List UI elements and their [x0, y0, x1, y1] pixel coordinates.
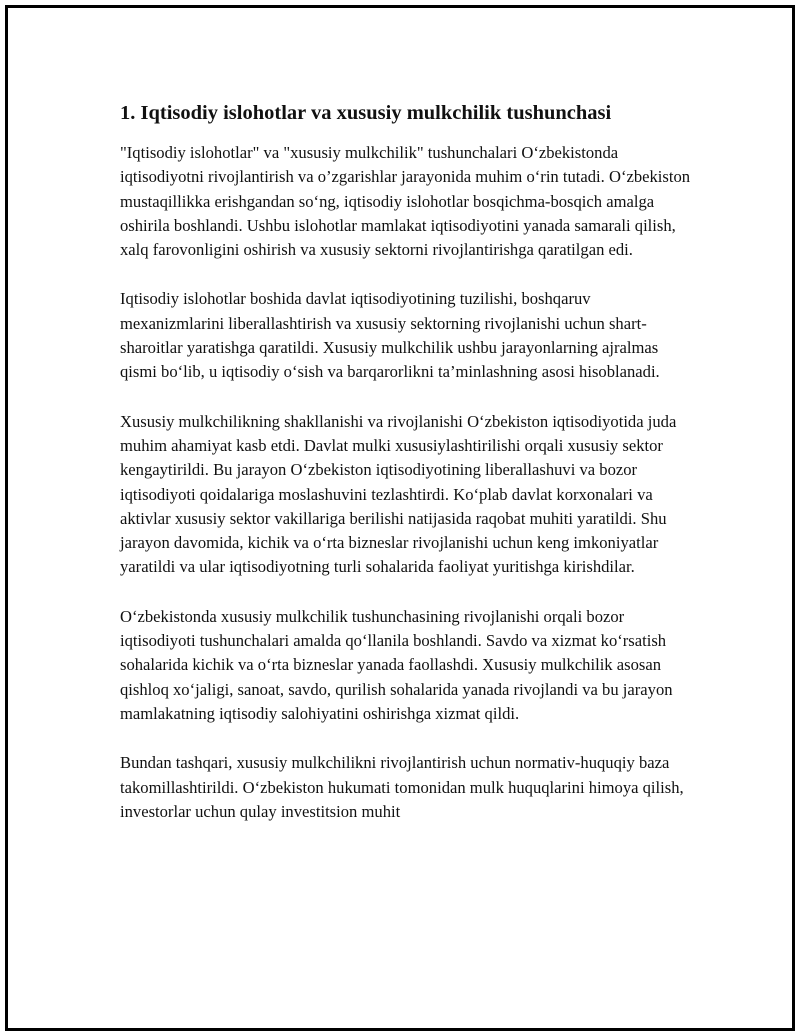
paragraph-5: Bundan tashqari, xususiy mulkchilikni rivojlantirish uchun normativ-huquqiy baza takomillashtirildi. O‘zbekiston hukumati tomonidan mulk huquqlarini himoya qilish, investorlar uchun qulay investitsion muhit	[120, 753, 684, 821]
paragraph-2: Iqtisodiy islohotlar boshida davlat iqtisodiyotining tuzilishi, boshqaruv mexanizmlarini liberallashtirish va xususiy sektorning rivojlanishi uchun shart-sharoitlar yaratishga qaratildi. Xususiy mulkchilik ushbu jarayonlarning ajralmas qismi bo‘lib, u iqtisodiy o‘sish va barqarorlikni ta’minlashning asosi hisoblanadi.	[120, 289, 660, 382]
document-page	[5, 5, 795, 1031]
paragraph-3: Xususiy mulkchilikning shakllanishi va rivojlanishi O‘zbekiston iqtisodiyotida juda muhim ahamiyat kasb etdi. Davlat mulki xususiylashtirilishi orqali xususiy sektor kengaytirildi. Bu jarayon O‘zbekiston iqtisodiyotining liberallashuvi va bozor iqtisodiyoti qoidalariga moslashuvini tezlashtirdi. Ko‘plab davlat korxonalari va aktivlar xususiy sektor vakillariga berilishi natijasida raqobat muhiti yaratildi. Shu jarayon davomida, kichik va o‘rta bizneslar rivojlanishi uchun keng imkoniyatlar yaratildi va ular iqtisodiyotning turli sohalarida faoliyat yuritishga kirishdilar.	[120, 411, 677, 577]
paragraph-1: "Iqtisodiy islohotlar" va "xususiy mulkchilik" tushunchalari O‘zbekistonda iqtisodiyotni rivojlantirish va o’zgarishlar jarayonida muhim o‘rin tutadi. O‘zbekiston mustaqillikka erishgandan so‘ng, iqtisodiy islohotlar bosqichma-bosqich amalga oshirila boshlandi. Ushbu islohotlar mamlakat iqtisodiyotini yanada samarali qilish, xalq farovonligini oshirish va xususiy sektorni rivojlantirishga qaratilgan edi.	[120, 143, 691, 260]
document-body	[120, 97, 695, 849]
paragraph-4: O‘zbekistonda xususiy mulkchilik tushunchasining rivojlanishi orqali bozor iqtisodiyoti tushunchalari amalda qo‘llanila boshlandi. Savdo va xizmat ko‘rsatish sohalarida kichik va o‘rta bizneslar yanada faollashdi. Xususiy mulkchilik asosan qishloq xo‘jaligi, sanoat, savdo, qurilish sohalarida yanada rivojlandi va bu jarayon mamlakatning iqtisodiy salohiyatini oshirishga xizmat qildi.	[120, 606, 673, 723]
section-heading: 1. Iqtisodiy islohotlar va xususiy mulkchilik tushunchasi	[120, 102, 612, 124]
